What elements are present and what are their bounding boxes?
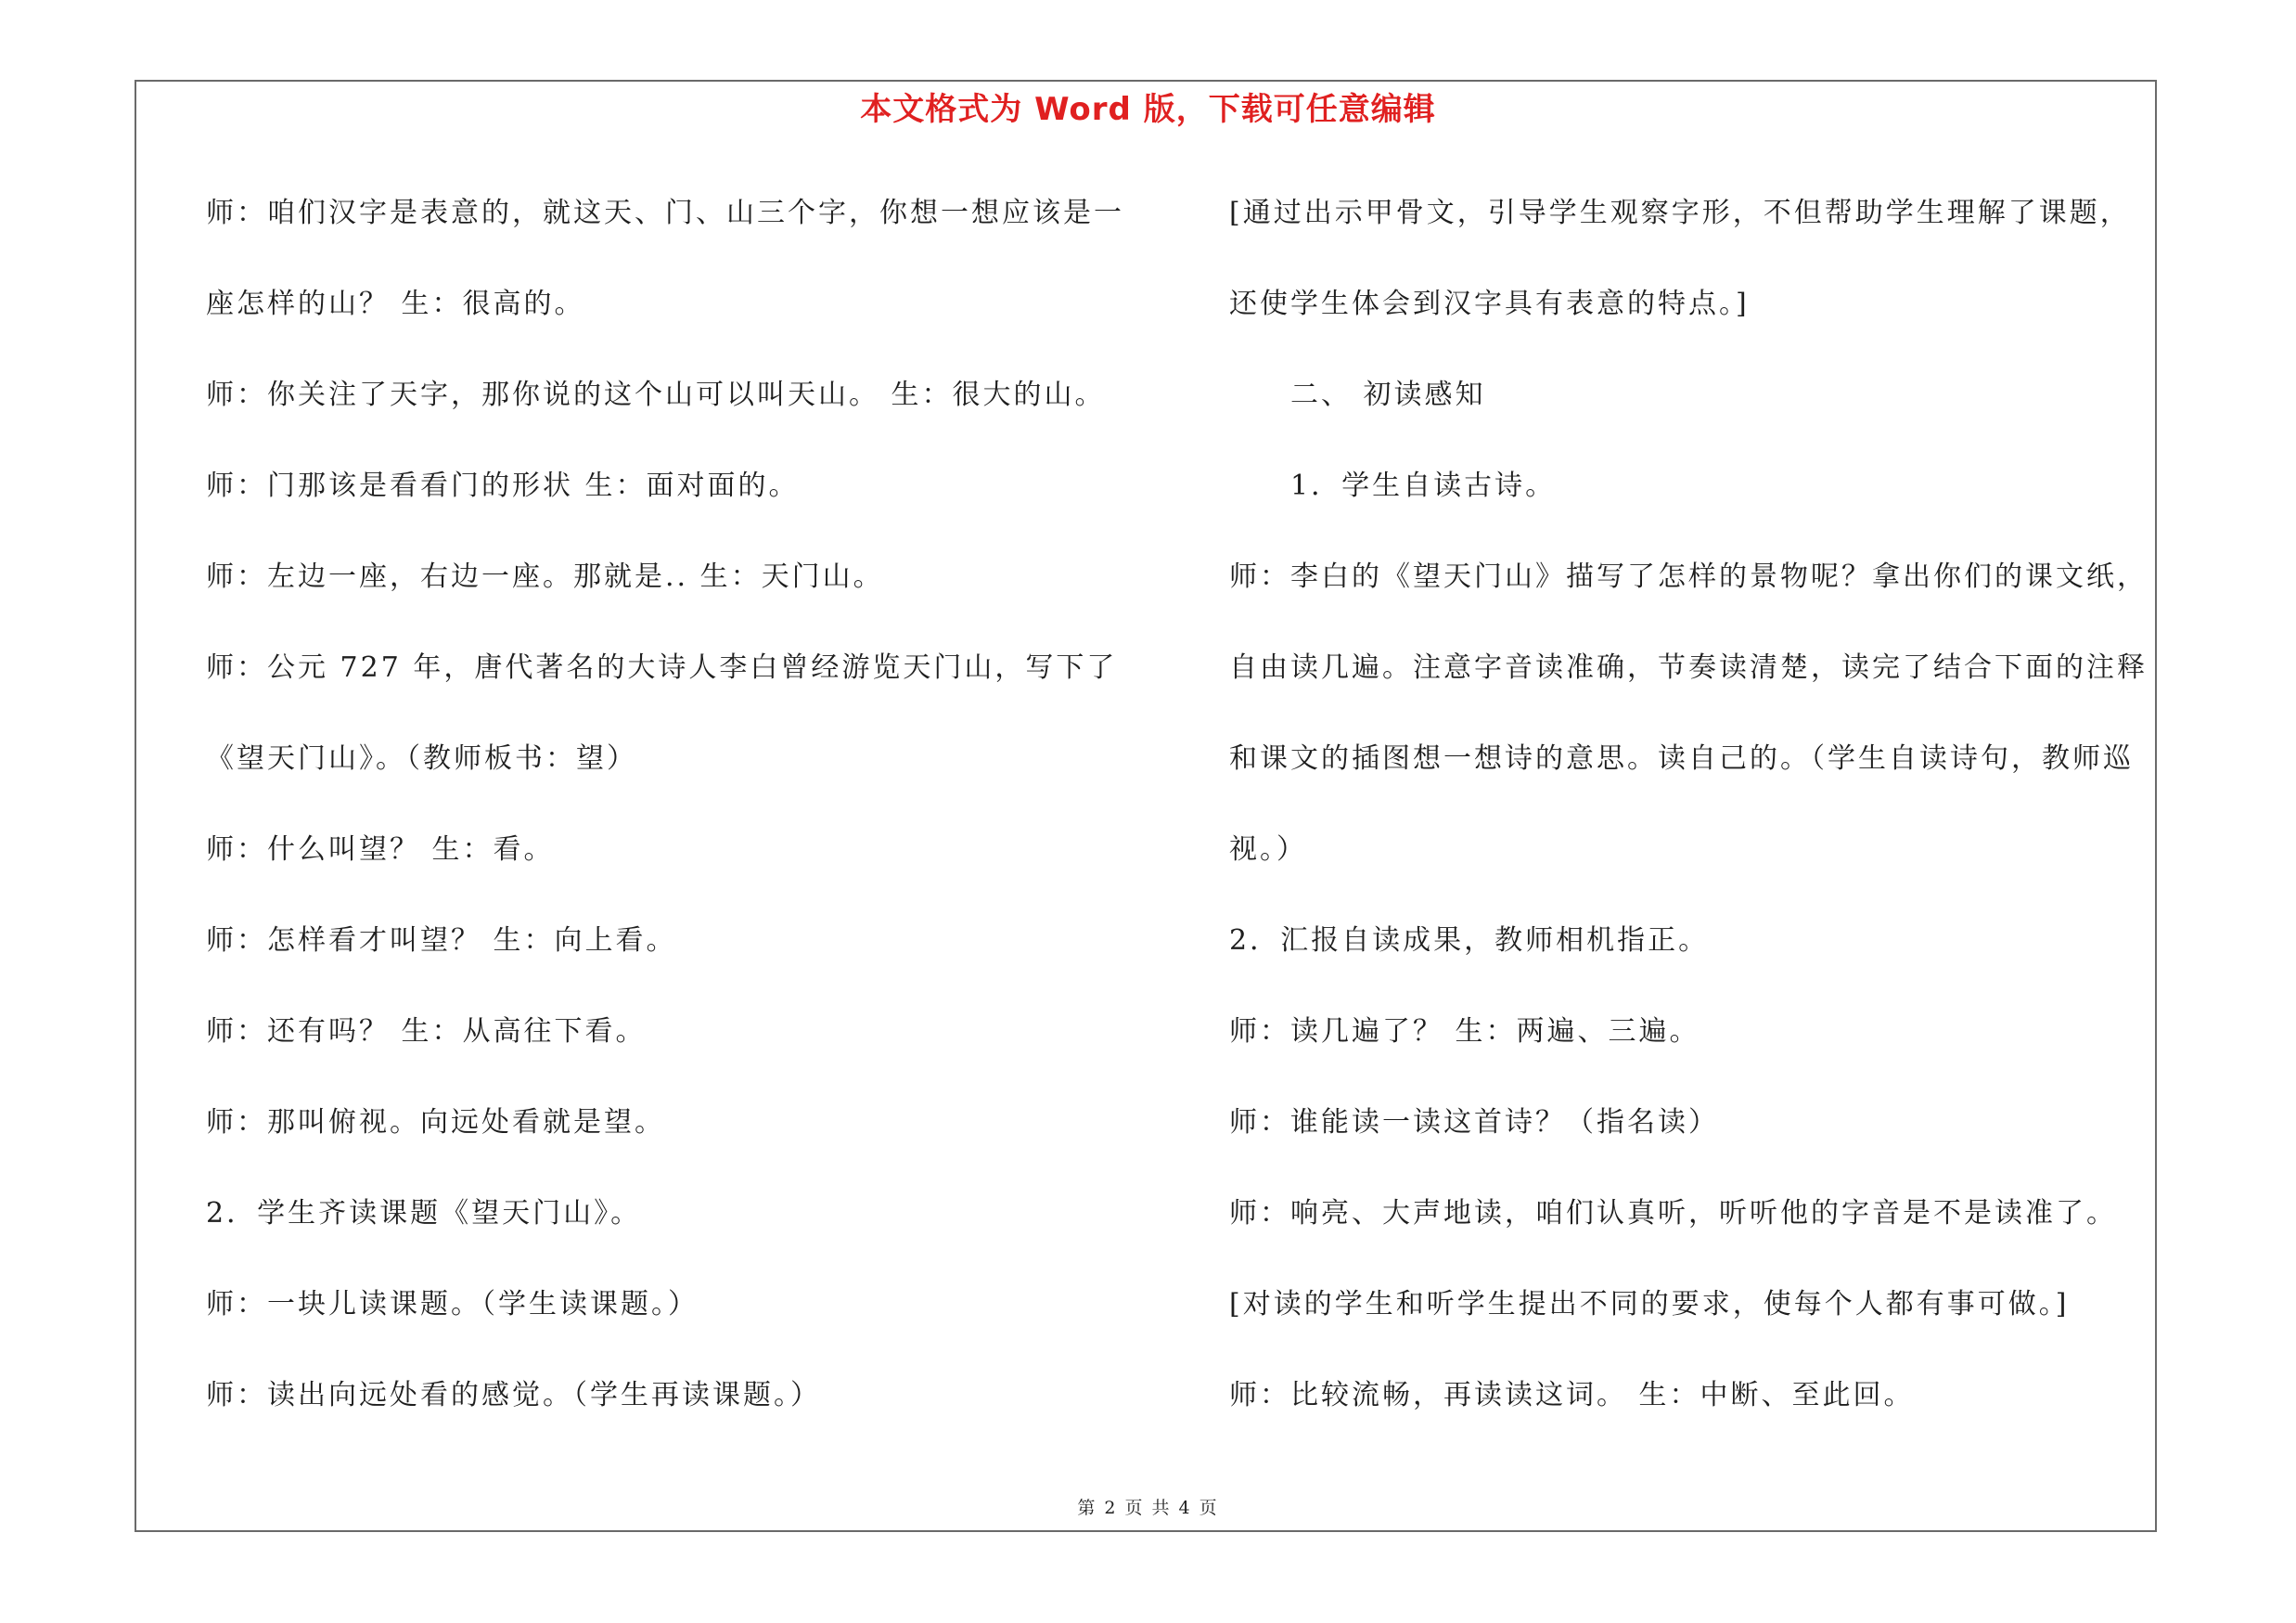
left-line: 师：还有吗？ 生：从高往下看。 [206, 1015, 647, 1048]
right-line: 师：谁能读一读这首诗？（指名读） [1229, 1106, 1719, 1139]
page-number: 第 2 页 共 4 页 [1077, 1498, 1219, 1518]
left-line: 师：那叫俯视。向远处看就是望。 [206, 1106, 665, 1139]
left-line: 师：怎样看才叫望？ 生：向上看。 [206, 924, 677, 957]
left-line: 师：公元 727 年，唐代著名的大诗人李白曾经游览天门山，写下了 [206, 651, 1118, 684]
right-line: 2．汇报自读成果，教师相机指正。 [1229, 924, 1710, 957]
step-heading: 1．学生自读古诗。 [1290, 470, 1557, 502]
right-line: 自由读几遍。注意字音读准确，节奏读清楚，读完了结合下面的注释 [1229, 651, 2148, 684]
left-line: 师：读出向远处看的感觉。（学生再读课题。） [206, 1379, 821, 1411]
format-banner: 本文格式为 Word 版，下载可任意编辑 [860, 91, 1436, 128]
left-column [206, 186, 1138, 1459]
left-line: 师：一块儿读课题。（学生读课题。） [206, 1288, 699, 1320]
right-line: 师：比较流畅，再读读这词。 生：中断、至此回。 [1229, 1379, 1915, 1411]
right-line: 师：响亮、大声地读，咱们认真听，听听他的字音是不是读准了。 [1229, 1197, 2117, 1230]
left-line: 《望天门山》。（教师板书：望） [206, 742, 637, 775]
left-line: 师：什么叫望？ 生：看。 [206, 833, 555, 866]
right-column [1229, 186, 2161, 1459]
section-heading: 二、 初读感知 [1290, 379, 1486, 411]
left-line: 2．学生齐读课题《望天门山》。 [206, 1197, 642, 1230]
right-line: 和课文的插图想一想诗的意思。读自己的。（学生自读诗句，教师巡 [1229, 742, 2134, 775]
right-line: 视。） [1229, 833, 1307, 866]
left-line: 师：你关注了天字，那你说的这个山可以叫天山。 生：很大的山。 [206, 379, 1106, 411]
left-line: 师：门那该是看看门的形状 生：面对面的。 [206, 470, 800, 502]
right-line: 师：李白的《望天门山》描写了怎样的景物呢？拿出你们的课文纸， [1229, 560, 2148, 593]
right-line: 还使学生体会到汉字具有表意的特点。] [1229, 288, 1750, 320]
right-line: [对读的学生和听学生提出不同的要求，使每个人都有事可做。] [1229, 1288, 2070, 1320]
left-line: 师：左边一座，右边一座。那就是.. 生：天门山。 [206, 560, 884, 593]
left-line: 座怎样的山？ 生：很高的。 [206, 288, 585, 320]
right-line: [通过出示甲骨文，引导学生观察字形，不但帮助学生理解了课题， [1229, 197, 2131, 229]
left-line: 师：咱们汉字是表意的，就这天、门、山三个字，你想一想应该是一 [206, 197, 1124, 229]
right-line: 师：读几遍了？ 生：两遍、三遍。 [1229, 1015, 1700, 1048]
